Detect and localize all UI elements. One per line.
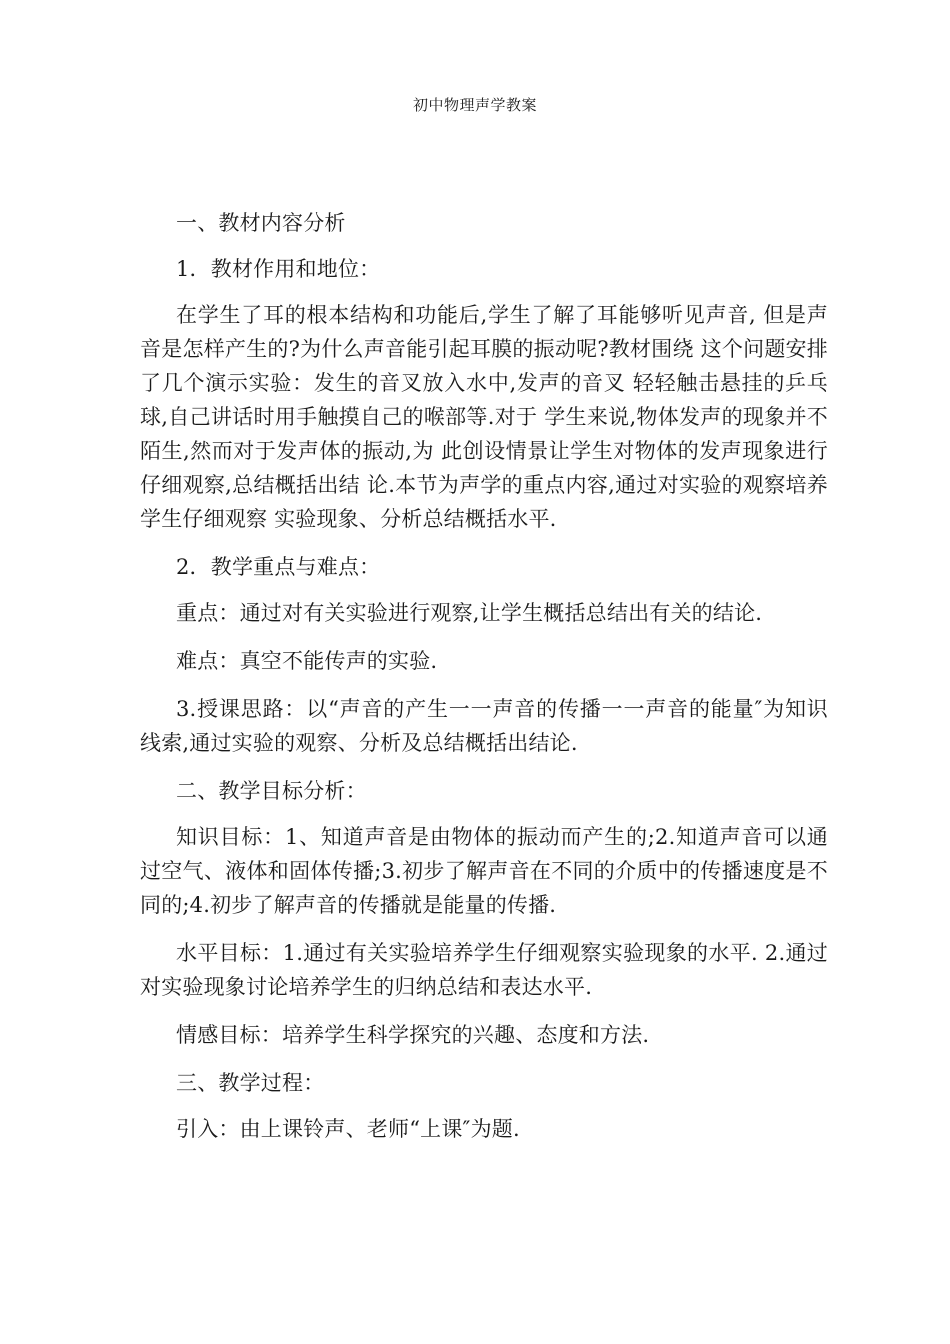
- key-point-text: 重点：通过对有关实验进行观察,让学生概括总结出有关的结论.: [176, 601, 763, 625]
- section-3-title: 三、教学过程：: [176, 1071, 325, 1095]
- page-header-title: 初中物理声学教案: [412, 96, 537, 114]
- emotion-goal-text: 情感目标：培养学生科学探究的兴趣、态度和方法.: [176, 1023, 650, 1047]
- teaching-idea-text: 3.授课思路：以“声音的产生一一声音的传播一一声音的能量″为知识线索,通过实验的观察、分析及总结概括出结论.: [140, 697, 828, 755]
- section-2-title: 二、教学目标分析：: [176, 779, 367, 803]
- section-1-1-title: 1．教材作用和地位：: [176, 257, 381, 281]
- section-1-2-title: 2．教学重点与难点：: [176, 555, 381, 579]
- document-body: [140, 206, 828, 1160]
- section-1-1-body: 在学生了耳的根本结构和功能后,学生了解了耳能够听见声音, 但是声音是怎样产生的?为什么声音能引起耳膜的振动呢?教材围绕 这个问题安排了几个演示实验：发生的音叉放入水中,发声的音叉 轻轻触击悬挂的乒乓球,自己讲话时用手触摸自己的喉部等.对于 学生来说,物体发声的现象并不陌生,然而对于发声体的振动,为 此创设情景让学生对物体的发声现象进行仔细观察,总结概括出结 论.本节为声学的重点内容,通过对实验的观察培养学生仔细观察 实验现象、分析总结概括水平.: [140, 303, 828, 531]
- intro-text: 引入：由上课铃声、老师“上课″为题.: [176, 1117, 520, 1141]
- knowledge-goal-text: 知识目标：1、知道声音是由物体的振动而产生的;2.知道声音可以通过空气、液体和固体传播;3.初步了解声音在不同的介质中的传播速度是不同的;4.初步了解声音的传播就是能量的传播.: [140, 825, 828, 917]
- ability-goal-text: 水平目标：1.通过有关实验培养学生仔细观察实验现象的水平. 2.通过对实验现象讨论培养学生的归纳总结和表达水平.: [140, 941, 828, 999]
- difficult-point-text: 难点：真空不能传声的实验.: [176, 649, 438, 673]
- section-1-title: 一、教材内容分析: [176, 211, 346, 235]
